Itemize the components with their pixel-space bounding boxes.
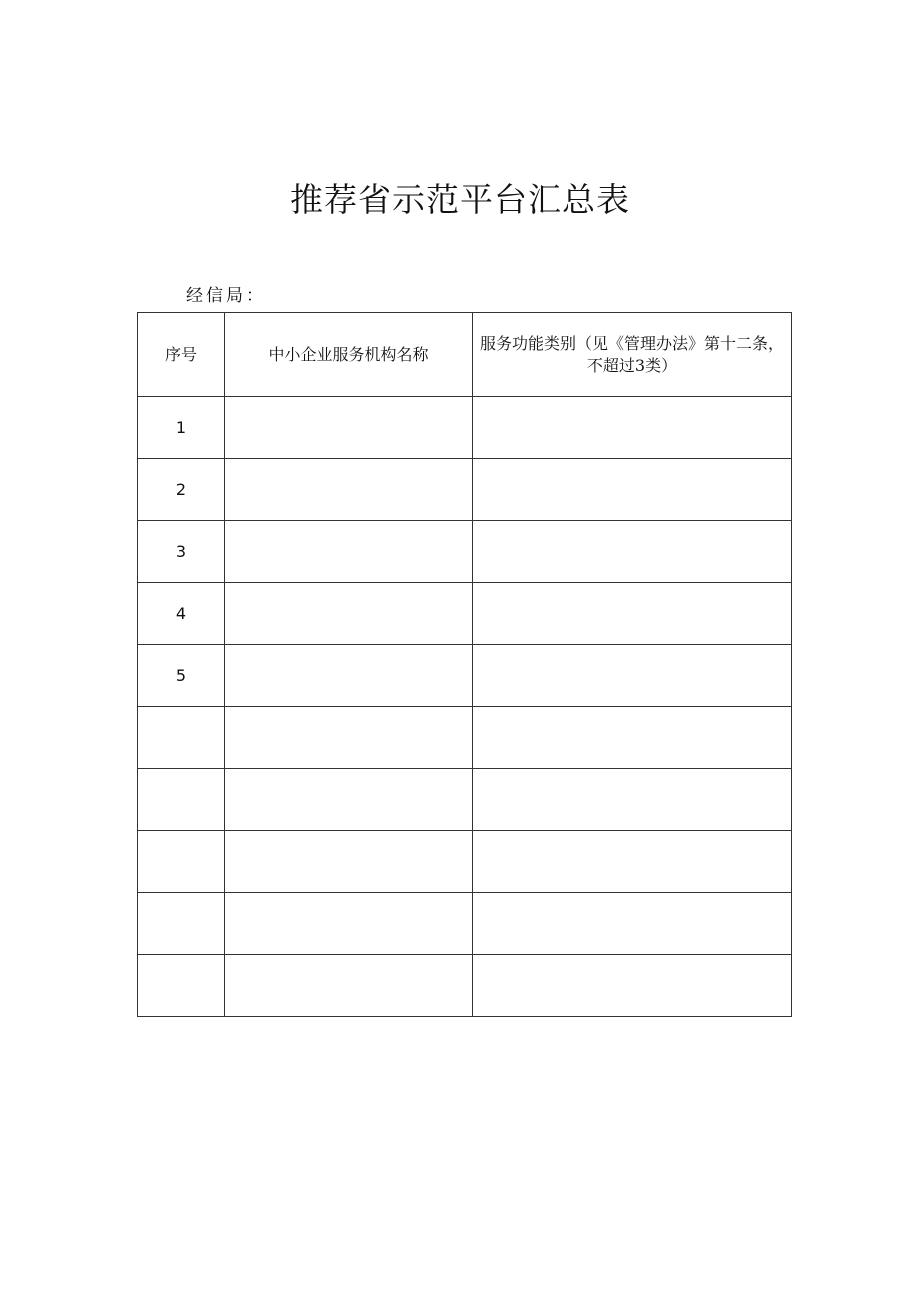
cell-function-category (473, 645, 792, 707)
cell-function-category (473, 583, 792, 645)
cell-org-name (225, 707, 473, 769)
cell-function-category (473, 769, 792, 831)
cell-org-name (225, 583, 473, 645)
cell-org-name (225, 521, 473, 583)
table-row (138, 831, 792, 893)
cell-org-name (225, 955, 473, 1017)
cell-org-name (225, 645, 473, 707)
cell-index (138, 831, 225, 893)
cell-index (138, 955, 225, 1017)
cell-index: 4 (138, 583, 225, 645)
cell-function-category (473, 707, 792, 769)
cell-org-name (225, 397, 473, 459)
cell-index: 2 (138, 459, 225, 521)
cell-function-category (473, 397, 792, 459)
cell-function-category (473, 955, 792, 1017)
table-row (138, 707, 792, 769)
cell-index: 1 (138, 397, 225, 459)
cell-index (138, 893, 225, 955)
document-title: 推荐省示范平台汇总表 (290, 180, 630, 219)
cell-org-name (225, 893, 473, 955)
cell-index (138, 707, 225, 769)
table-row (138, 893, 792, 955)
table-row (138, 955, 792, 1017)
cell-function-category (473, 831, 792, 893)
cell-org-name (225, 769, 473, 831)
table-header-row (138, 313, 792, 397)
cell-function-category (473, 459, 792, 521)
table-row (138, 459, 792, 521)
header-org-name: 中小企业服务机构名称 (225, 313, 473, 397)
table-row (138, 769, 792, 831)
cell-function-category (473, 521, 792, 583)
cell-index (138, 769, 225, 831)
cell-org-name (225, 831, 473, 893)
cell-index: 3 (138, 521, 225, 583)
table-row (138, 521, 792, 583)
table-row (138, 397, 792, 459)
table-row (138, 645, 792, 707)
header-index: 序号 (138, 313, 225, 397)
header-function-category: 服务功能类别（见《管理办法》第十二条，不超过3类） (473, 313, 792, 397)
cell-org-name (225, 459, 473, 521)
summary-table (137, 312, 792, 1017)
cell-index: 5 (138, 645, 225, 707)
bureau-label: 经信局： (186, 286, 266, 306)
table-body (138, 397, 792, 1017)
cell-function-category (473, 893, 792, 955)
table-row (138, 583, 792, 645)
